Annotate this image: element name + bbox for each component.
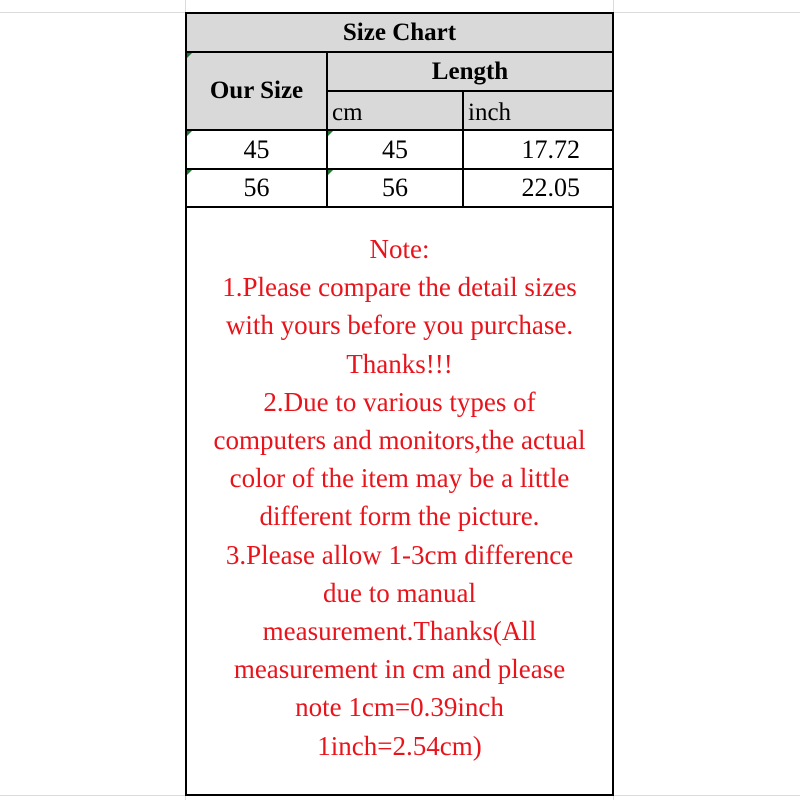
cell-marker [187,170,192,175]
note-line: 1.Please compare the detail sizes [222,272,577,303]
note-line: with yours before you purchase. [225,310,574,341]
note-line: note 1cm=0.39inch [295,692,504,723]
note-line: measurement in cm and please [233,654,566,685]
cell-marker [328,170,333,175]
table-cell-our-size: 56 [187,170,328,208]
cell-marker [187,131,192,136]
note-line: 3.Please allow 1-3cm difference [225,539,574,570]
cell-marker [187,53,192,58]
note-line: Thanks!!! [346,348,453,379]
note-heading: Note: [369,234,430,264]
note-line: different form the picture. [259,501,540,532]
table-cell-inch: 22.05 [464,170,612,208]
our-size-header: Our Size [187,53,328,131]
table-cell-inch: 17.72 [464,131,612,170]
note-block [187,208,612,794]
note-line: 2.Due to various types of [263,386,536,417]
note-line: computers and monitors,the actual [213,425,586,456]
note-line: color of the item may be a little [229,463,570,494]
size-chart-table [185,12,614,796]
table-cell-cm: 56 [328,170,464,208]
table-title: Size Chart [187,14,612,53]
unit-header-inch: inch [464,92,612,131]
unit-header-cm: cm [328,92,464,131]
length-header: Length [328,53,612,92]
note-line: due to manual [323,577,476,608]
cell-marker [328,131,333,136]
table-cell-our-size: 45 [187,131,328,170]
note-line: measurement.Thanks(All [262,616,537,647]
note-line: 1inch=2.54cm) [317,730,482,761]
table-cell-cm: 45 [328,131,464,170]
